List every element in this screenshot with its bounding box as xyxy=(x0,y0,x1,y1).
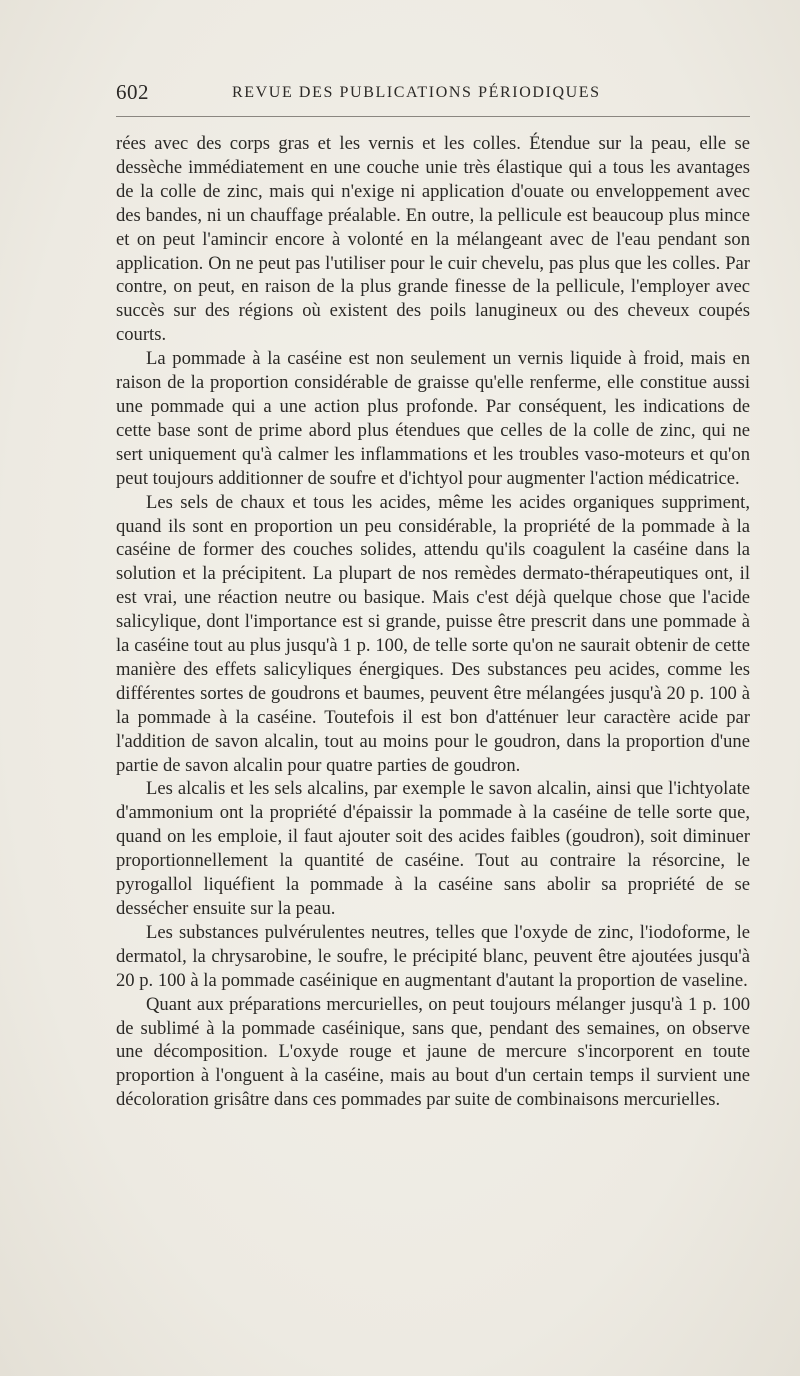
paragraph-3: Les sels de chaux et tous les acides, même les acides organiques suppriment, quand ils sont en proportion un peu considérable, la propriété de la pommade à la caséine de former des couches solides, attendu qu'ils coagulent la caséine dans la solution et la précipitent. La plupart de nos remèdes dermato-thérapeutiques ont, il est vrai, une réaction neutre ou basique. Mais c'est déjà quelque chose que l'acide salicylique, dont l'importance est si grande, puisse être prescrit dans une pommade à la caséine tout au plus jusqu'à 1 p. 100, de telle sorte qu'on ne saurait obtenir de cette manière des effets salicyliques énergiques. Des substances peu acides, comme les différentes sortes de goudrons et baumes, peuvent être mélangées jusqu'à 20 p. 100 à la pommade à la caséine. Toutefois il est bon d'atténuer leur caractère acide par l'addition de savon alcalin, tout au moins pour le goudron, dans la proportion d'une partie de savon alcalin pour quatre parties de goudron. xyxy=(116,491,750,776)
running-title: REVUE DES PUBLICATIONS PÉRIODIQUES xyxy=(232,84,601,101)
paragraph-6: Quant aux préparations mercurielles, on peut toujours mélanger jusqu'à 1 p. 100 de sublimé à la pommade caséinique, sans que, pendant des semaines, on observe une décomposition. L'oxyde rouge et jaune de mercure s'incorporent en toute proportion à l'onguent à la caséine, mais au bout d'un certain temps il survient une décoloration grisâtre dans ces pommades par suite de combinaisons mercurielles. xyxy=(116,993,750,1111)
paragraph-2: La pommade à la caséine est non seulement un vernis liquide à froid, mais en raison de la proportion considérable de graisse qu'elle renferme, elle constitue aussi une pommade qui a une action plus profonde. Par conséquent, les indications de cette base sont de prime abord plus étendues que celles de la colle de zinc, qui ne sert uniquement qu'à calmer les inflammations et les troubles vaso-moteurs et qu'on peut toujours additionner de soufre et d'ichtyol pour augmenter l'action médicatrice. xyxy=(116,348,750,489)
paragraph-4: Les alcalis et les sels alcalins, par exemple le savon alcalin, ainsi que l'ichtyolate d'ammonium ont la propriété d'épaissir la pommade à la caséine de telle sorte que, quand on les emploie, il faut ajouter soit des acides faibles (goudron), soit diminuer proportionnellement la quantité de caséine. Tout au contraire la résorcine, le pyrogallol liquéfient la pommade à la caséine sans abolir sa propriété de se dessécher ensuite sur la peau. xyxy=(116,778,750,919)
header-rule xyxy=(116,116,750,117)
page-header xyxy=(116,80,750,110)
body-text xyxy=(116,132,750,1112)
paragraph-1: rées avec des corps gras et les vernis et les colles. Étendue sur la peau, elle se dessèche immédiatement en une couche unie très élastique qui a tous les avantages de la colle de zinc, mais qui n'exige ni application d'ouate ou enveloppement avec des bandes, ni un chauffage préalable. En outre, la pellicule est beaucoup plus mince et on peut l'amincir encore à volonté en la mélangeant avec de l'eau pendant son application. On ne peut pas l'utiliser pour le cuir chevelu, pas plus que les colles. Par contre, on peut, en raison de la plus grande finesse de la pellicule, l'employer avec succès sur des régions où existent des poils lanugineux ou des cheveux coupés courts. xyxy=(116,133,750,346)
page-number: 602 xyxy=(116,80,149,104)
paragraph-5: Les substances pulvérulentes neutres, telles que l'oxyde de zinc, l'iodoforme, le dermatol, la chrysarobine, le soufre, le précipité blanc, peuvent être ajoutées jusqu'à 20 p. 100 à la pommade caséinique en augmentant d'autant la proportion de vaseline. xyxy=(116,921,750,991)
